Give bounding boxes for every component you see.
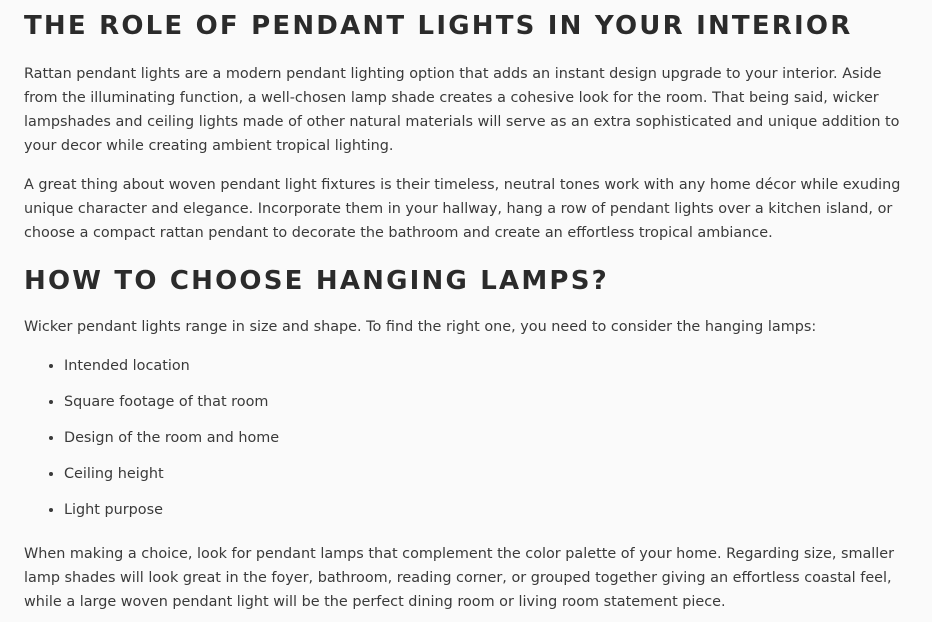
list-item: • Intended location [64, 354, 908, 378]
paragraph-closing: When making a choice, look for pendant lamps that complement the color palette of your home. Regarding size, smaller lamp shades will look great in the foyer, bathroom, reading corner, or grouped together giving an effortless coastal feel, while a large woven pendant light will be the perfect dining room or living room statement piece. [24, 546, 895, 610]
section-heading-choose: HOW TO CHOOSE HANGING LAMPS? [24, 266, 609, 296]
list-item: • Ceiling height [64, 462, 908, 486]
list-item: • Design of the room and home [64, 426, 908, 450]
list-item: • Light purpose [64, 498, 908, 522]
paragraph-rattan-intro: Rattan pendant lights are a modern pendant lighting option that adds an instant design upgrade to your interior. Aside from the illuminating function, a well-chosen lamp shade creates a cohesive look for the room. That being said, wicker lampshades and ceiling lights made of other natural materials will serve as an extra sophisticated and unique addition to your decor while creating ambient tropical lighting. [24, 66, 900, 154]
considerations-list [24, 354, 908, 522]
list-item: • Square footage of that room [64, 390, 908, 414]
section-heading-role: THE ROLE OF PENDANT LIGHTS IN YOUR INTERIOR [24, 11, 853, 41]
paragraph-woven-fixtures: A great thing about woven pendant light fixtures is their timeless, neutral tones work with any home décor while exuding unique character and elegance. Incorporate them in your hallway, hang a row of pendant lights over a kitchen island, or choose a compact rattan pendant to decorate the bathroom and create an effortless tropical ambiance. [24, 177, 901, 241]
paragraph-choose-intro: Wicker pendant lights range in size and shape. To find the right one, you need to consider the hanging lamps: [24, 319, 817, 335]
